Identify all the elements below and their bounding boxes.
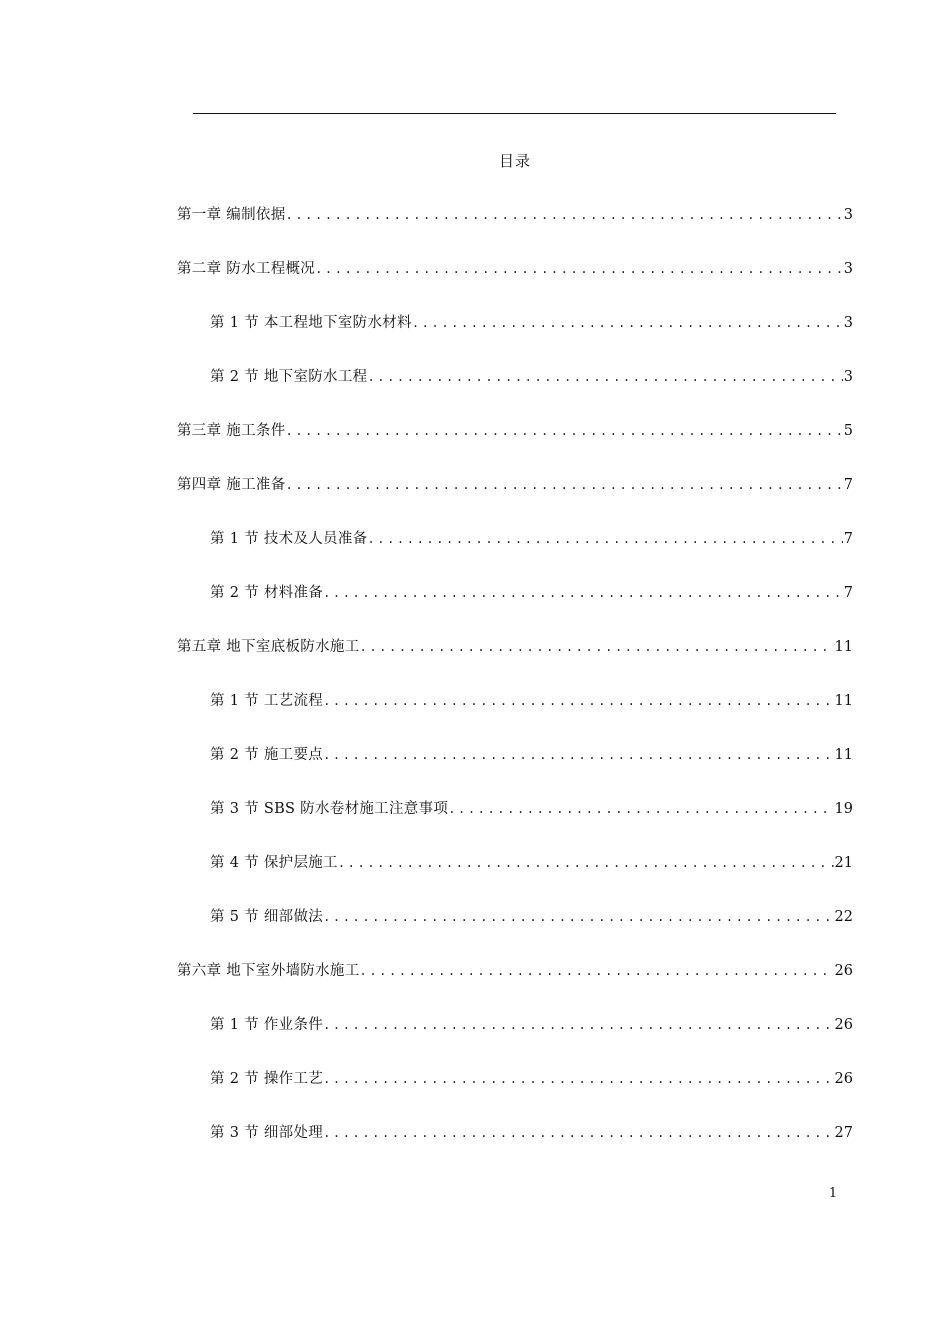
toc-dot-leader [338, 852, 834, 874]
toc-entry-page: 26 [834, 1017, 853, 1033]
toc-entry-page: 27 [834, 1125, 853, 1141]
toc-entry-label: 第五章 地下室底板防水施工 [177, 639, 360, 655]
toc-entry-label: 第 2 节 操作工艺 [210, 1071, 324, 1087]
toc-entry-page: 3 [843, 315, 853, 331]
toc-dot-leader [323, 906, 833, 928]
toc-entry-label: 第三章 施工条件 [177, 423, 286, 439]
toc-chapter-entry[interactable] [177, 636, 853, 658]
toc-entry-page: 7 [843, 585, 853, 601]
toc-section-entry[interactable] [210, 582, 853, 604]
toc-entry-label: 第 1 节 工艺流程 [210, 693, 324, 709]
toc-entry-label: 第 2 节 施工要点 [210, 747, 324, 763]
toc-section-entry[interactable] [210, 1014, 853, 1036]
toc-section-entry[interactable] [210, 1068, 853, 1090]
toc-section-entry[interactable] [210, 852, 853, 874]
toc-dot-leader [360, 960, 834, 982]
toc-entry-page: 3 [843, 261, 853, 277]
toc-dot-leader [323, 582, 843, 604]
toc-entry-label: 第 5 节 细部做法 [210, 909, 324, 925]
toc-entry-page: 11 [834, 747, 853, 763]
toc-entry-page: 19 [834, 801, 853, 817]
toc-entry-page: 21 [834, 855, 853, 871]
toc-entry-label: 第六章 地下室外墙防水施工 [177, 963, 360, 979]
toc-entry-label: 第 3 节 细部处理 [210, 1125, 324, 1141]
toc-entry-label: 第 1 节 作业条件 [210, 1017, 324, 1033]
toc-entry-page: 26 [834, 963, 853, 979]
toc-entry-label: 第二章 防水工程概况 [177, 261, 316, 277]
toc-section-entry[interactable] [210, 690, 853, 712]
toc-dot-leader [286, 420, 843, 442]
toc-dot-leader [412, 312, 843, 334]
toc-entry-page: 3 [843, 369, 853, 385]
toc-dot-leader [323, 1122, 833, 1144]
toc-section-entry[interactable] [210, 906, 853, 928]
toc-chapter-entry[interactable] [177, 204, 853, 226]
toc-dot-leader [315, 258, 843, 280]
toc-dot-leader [323, 690, 833, 712]
toc-entry-page: 11 [834, 639, 853, 655]
toc-chapter-entry[interactable] [177, 420, 853, 442]
toc-entry-label: 第 3 节 SBS 防水卷材施工注意事项 [210, 801, 449, 817]
toc-entry-page: 3 [843, 207, 853, 223]
toc-section-entry[interactable] [210, 366, 853, 388]
toc-dot-leader [367, 366, 842, 388]
toc-section-entry[interactable] [210, 744, 853, 766]
toc-chapter-entry[interactable] [177, 258, 853, 280]
toc-entry-label: 第 2 节 材料准备 [210, 585, 324, 601]
toc-dot-leader [323, 744, 833, 766]
toc-section-entry[interactable] [210, 798, 853, 820]
toc-section-entry[interactable] [210, 1122, 853, 1144]
toc-dot-leader [286, 204, 843, 226]
toc-entry-page: 5 [843, 423, 853, 439]
toc-entry-page: 22 [834, 909, 853, 925]
toc-dot-leader [323, 1068, 833, 1090]
toc-entry-page: 7 [843, 477, 853, 493]
toc-entry-label: 第四章 施工准备 [177, 477, 286, 493]
toc-entry-page: 11 [834, 693, 853, 709]
toc-dot-leader [360, 636, 834, 658]
toc-entry-page: 7 [843, 531, 853, 547]
toc-entry-label: 第 1 节 技术及人员准备 [210, 531, 368, 547]
toc-entry-label: 第 4 节 保护层施工 [210, 855, 338, 871]
toc-section-entry[interactable] [210, 312, 853, 334]
toc-entry-page: 26 [834, 1071, 853, 1087]
toc-dot-leader [323, 1014, 833, 1036]
toc-entry-label: 第 1 节 本工程地下室防水材料 [210, 315, 412, 331]
toc-chapter-entry[interactable] [177, 960, 853, 982]
toc-dot-leader [448, 798, 833, 820]
toc-dot-leader [367, 528, 842, 550]
page-number: 1 [828, 1186, 838, 1201]
toc-entry-label: 第一章 编制依据 [177, 207, 286, 223]
toc-entry-label: 第 2 节 地下室防水工程 [210, 369, 368, 385]
toc-title: 目录 [498, 152, 531, 170]
toc-dot-leader [286, 474, 843, 496]
toc-section-entry[interactable] [210, 528, 853, 550]
toc-chapter-entry[interactable] [177, 474, 853, 496]
